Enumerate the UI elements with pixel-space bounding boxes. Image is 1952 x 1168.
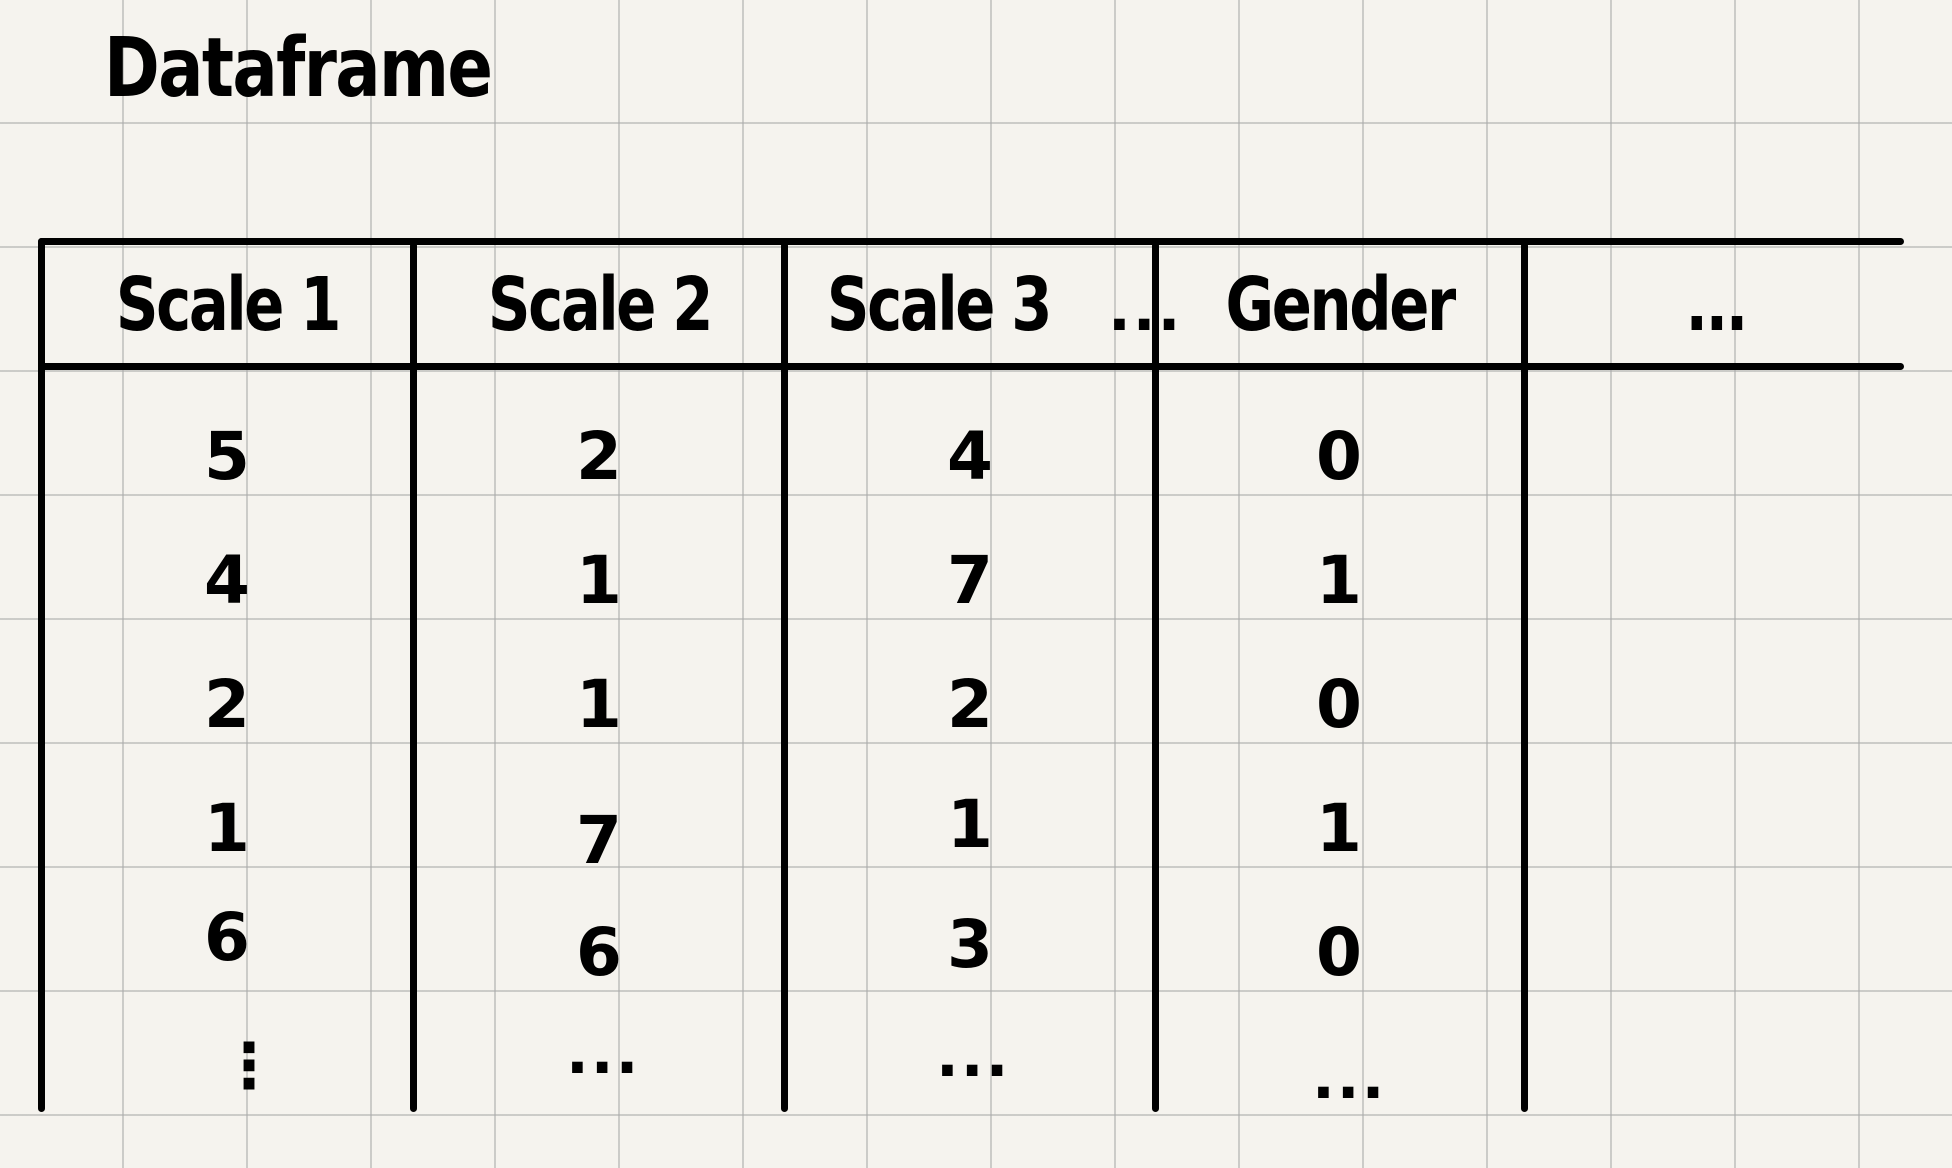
table-cell: 4 (204, 542, 250, 619)
more-rows-ellipsis: ... (1312, 1043, 1387, 1113)
table-cell: 1 (1316, 790, 1362, 867)
table-cell: 0 (1316, 418, 1362, 495)
column-header-more: ... (1685, 262, 1747, 348)
table-cell: 4 (947, 418, 993, 495)
table-cell: 7 (947, 542, 993, 619)
table-cell: 2 (947, 666, 993, 743)
table-cell: 2 (576, 418, 622, 495)
table-cell: 1 (576, 542, 622, 619)
table-cell: 6 (576, 914, 622, 991)
table-cell: 6 (204, 899, 250, 976)
more-rows-ellipsis: ... (936, 1021, 1011, 1091)
more-rows-vertical-dots: ⋮ (218, 1029, 280, 1102)
table-cell: 0 (1316, 666, 1362, 743)
table-cell: 7 (576, 802, 622, 879)
table-cell: 0 (1316, 914, 1362, 991)
table-cell: 2 (204, 666, 250, 743)
more-rows-ellipsis: ... (566, 1018, 641, 1088)
table-cell: 1 (947, 786, 993, 863)
table-cell: 1 (576, 666, 622, 743)
page-title: Dataframe (104, 21, 492, 116)
columns-ellipsis: ... (1108, 275, 1183, 345)
table-cell: 3 (947, 906, 993, 983)
column-header-scale2: Scale 2 (487, 262, 711, 348)
table-cell: 1 (1316, 542, 1362, 619)
table-cell: 1 (204, 790, 250, 867)
column-header-scale1: Scale 1 (115, 262, 340, 348)
table-cell: 5 (204, 418, 250, 495)
column-header-gender: Gender (1225, 262, 1455, 348)
column-header-scale3: Scale 3 (826, 262, 1050, 348)
